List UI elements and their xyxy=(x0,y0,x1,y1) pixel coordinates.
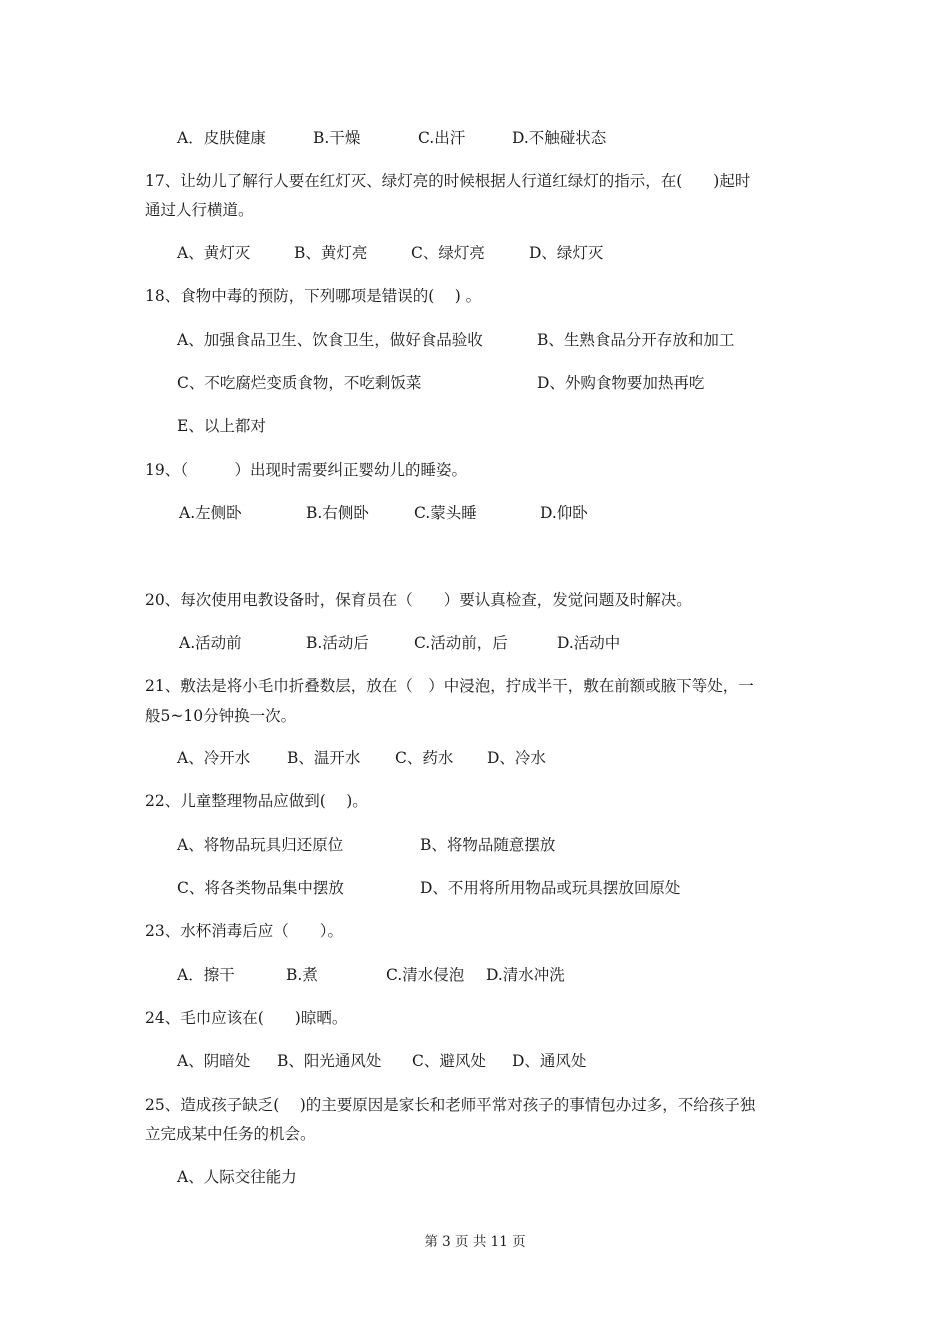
q23-option-d: D.清水冲洗 xyxy=(486,966,565,984)
q21-stem-line1: 21、敷法是将小毛巾折叠数层，放在（ ）中浸泡，拧成半干，敷在前额或腋下等处，一 xyxy=(145,677,754,695)
q22-option-a: A、将物品玩具归还原位 xyxy=(177,836,344,854)
q20-option-d: D.活动中 xyxy=(557,634,621,652)
q18-option-e: E、以上都对 xyxy=(177,417,266,435)
q20-option-b: B.活动后 xyxy=(306,634,369,652)
q18-option-b: B、生熟食品分开存放和加工 xyxy=(537,331,735,349)
q25-stem-line2: 立完成某中任务的机会。 xyxy=(145,1125,316,1143)
q23-stem: 23、水杯消毒后应（ ）。 xyxy=(145,922,343,940)
q21-option-a: A、冷开水 xyxy=(177,749,251,767)
q22-stem: 22、儿童整理物品应做到( )。 xyxy=(145,792,368,810)
q19-option-b: B.右侧卧 xyxy=(306,504,369,522)
q18-option-a: A、加强食品卫生、饮食卫生，做好食品验收 xyxy=(177,331,483,349)
q18-option-c: C、不吃腐烂变质食物，不吃剩饭菜 xyxy=(177,374,422,392)
q17-option-d: D、绿灯灭 xyxy=(529,244,604,262)
page-number-footer: 第 3 页 共 11 页 xyxy=(424,1234,526,1250)
q18-stem: 18、食物中毒的预防，下列哪项是错误的( ) 。 xyxy=(145,287,482,305)
q25-option-a: A、人际交往能力 xyxy=(177,1168,297,1186)
q19-stem: 19、（ ）出现时需要纠正婴幼儿的睡姿。 xyxy=(145,461,467,479)
q22-option-d: D、不用将所用物品或玩具摆放回原处 xyxy=(420,879,681,897)
q18-option-d: D、外购食物要加热再吃 xyxy=(537,374,705,392)
q24-option-a: A、阴暗处 xyxy=(177,1052,251,1070)
q16-option-d: D.不触碰状态 xyxy=(512,129,607,147)
q19-option-d: D.仰卧 xyxy=(540,504,588,522)
q21-option-c: C、药水 xyxy=(395,749,454,767)
q20-option-a: A.活动前 xyxy=(179,634,242,652)
q17-stem-line2: 通过人行横道。 xyxy=(145,201,254,219)
q24-option-c: C、避风处 xyxy=(412,1052,486,1070)
q17-option-b: B、黄灯亮 xyxy=(294,244,368,262)
q17-option-c: C、绿灯亮 xyxy=(411,244,485,262)
q23-option-b: B.煮 xyxy=(286,966,318,984)
q16-option-c: C.出汗 xyxy=(418,129,466,147)
q24-option-b: B、阳光通风处 xyxy=(277,1052,382,1070)
q17-option-a: A、黄灯灭 xyxy=(177,244,251,262)
q19-option-c: C.蒙头睡 xyxy=(414,504,477,522)
q22-option-c: C、将各类物品集中摆放 xyxy=(177,879,344,897)
q19-option-a: A.左侧卧 xyxy=(179,504,242,522)
q16-option-b: B.干燥 xyxy=(313,129,361,147)
q22-option-b: B、将物品随意摆放 xyxy=(420,836,556,854)
q21-option-b: B、温开水 xyxy=(287,749,361,767)
q24-stem: 24、毛巾应该在( )晾晒。 xyxy=(145,1009,348,1027)
q17-stem-line1: 17、让幼儿了解行人要在红灯灭、绿灯亮的时候根据人行道红绿灯的指示，在( )起时 xyxy=(145,172,751,190)
q25-stem-line1: 25、造成孩子缺乏( )的主要原因是家长和老师平常对孩子的事情包办过多，不给孩子独 xyxy=(145,1096,756,1114)
q24-option-d: D、通风处 xyxy=(512,1052,587,1070)
q20-option-c: C.活动前，后 xyxy=(414,634,508,652)
q23-option-c: C.清水侵泡 xyxy=(386,966,465,984)
q23-option-a: A．擦干 xyxy=(177,966,235,984)
q20-stem: 20、每次使用电教设备时，保育员在（ ）要认真检查，发觉问题及时解决。 xyxy=(145,591,692,609)
q21-stem-line2: 般5~10分钟换一次。 xyxy=(145,707,297,725)
q16-option-a: A．皮肤健康 xyxy=(177,129,266,147)
q21-option-d: D、冷水 xyxy=(487,749,546,767)
